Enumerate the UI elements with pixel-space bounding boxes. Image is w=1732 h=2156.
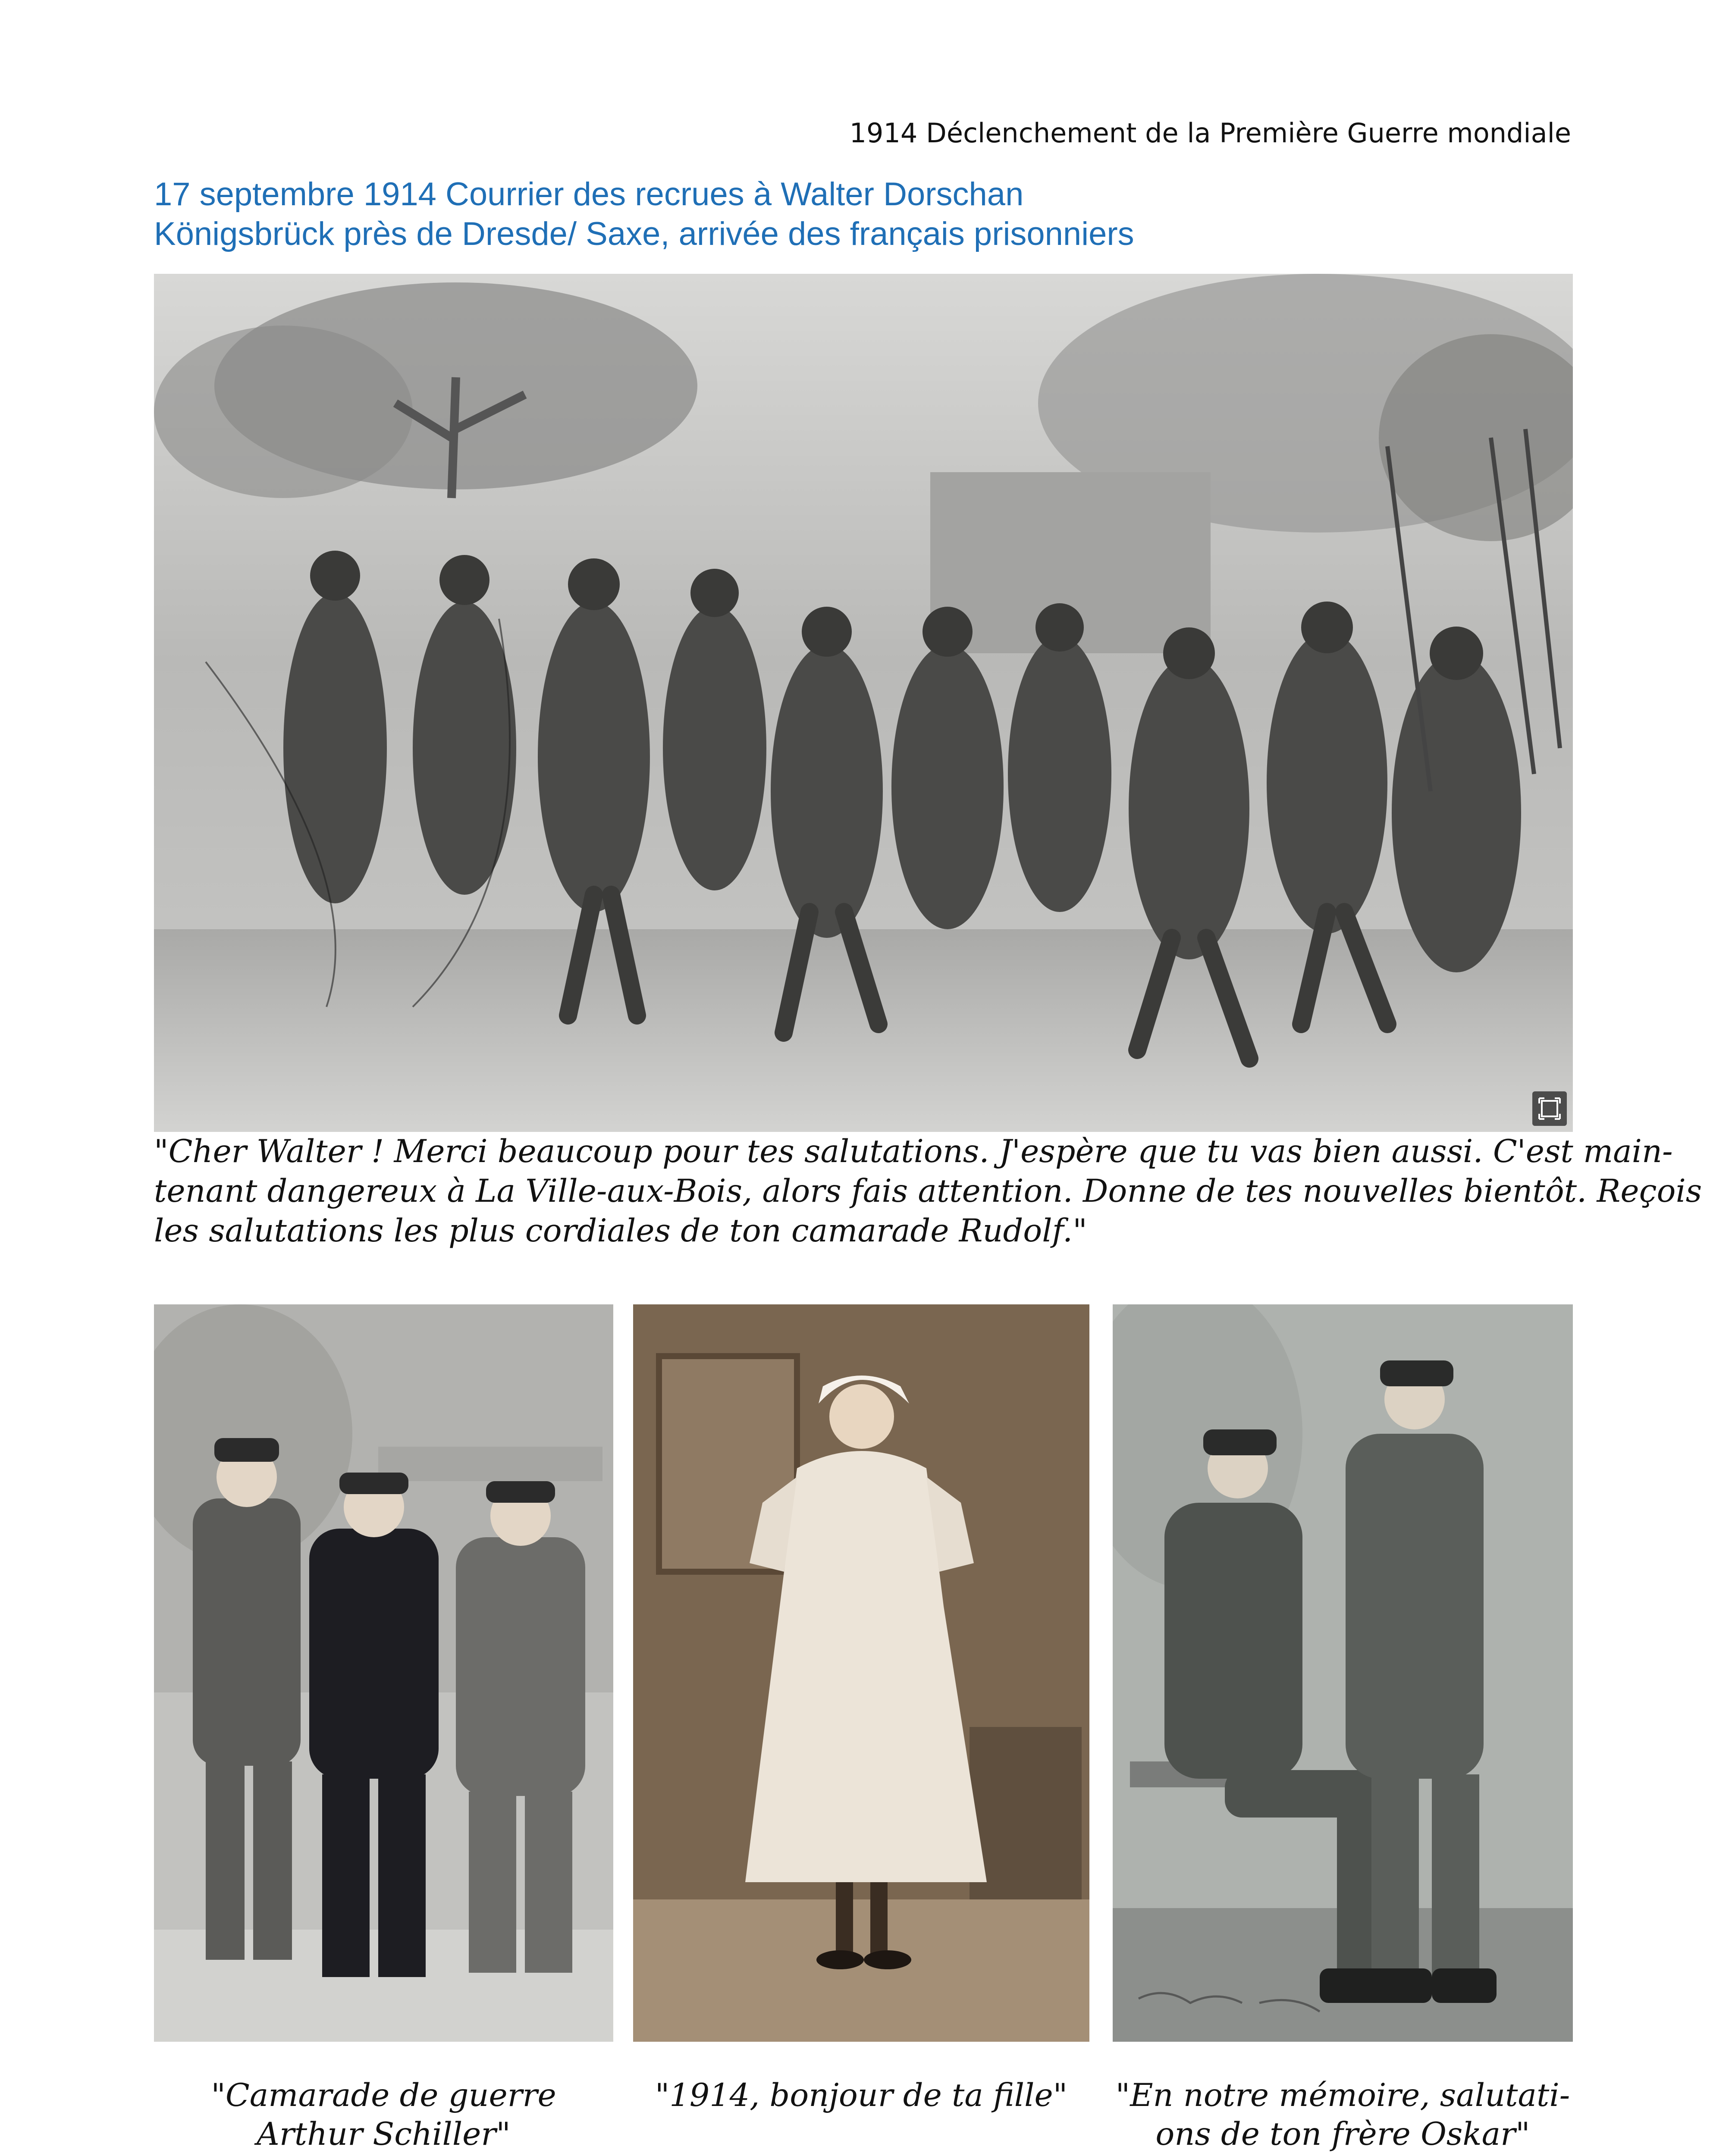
caption-brothers	[1113, 2076, 1573, 2154]
quote-line-3: les salutations les plus cordiales de ton camarade Rudolf."	[154, 1213, 1087, 1249]
expand-button[interactable]	[1532, 1091, 1567, 1126]
brothers-photo	[1113, 1304, 1573, 2042]
caption-comrades-line-1: "Camarade de guerre	[211, 2077, 556, 2114]
caption-brothers-line-1: "En notre mémoire, salutati-	[1115, 2077, 1570, 2114]
title-line-2: Königsbrück près de Dresde/ Saxe, arrivée des français prisonniers	[154, 216, 1134, 252]
expand-icon	[1532, 1091, 1567, 1126]
caption-comrades	[154, 2076, 613, 2154]
quote-line-2: tenant dangereux à La Ville-aux-Bois, alors fais attention. Donne de tes nouvelles bientôt. Reçois	[154, 1173, 1702, 1210]
running-header: 1914 Déclenchement de la Première Guerre mondiale	[849, 117, 1571, 149]
daughter-photo	[633, 1304, 1089, 2042]
caption-brothers-line-2: ons de ton frère Oskar"	[1155, 2116, 1530, 2153]
caption-daughter-line-1: "1914, bonjour de ta fille"	[655, 2077, 1068, 2114]
quote-line-1: "Cher Walter ! Merci beaucoup pour tes salutations. J'espère que tu vas bien aussi. C'est main-	[154, 1133, 1673, 1170]
letter-quote	[154, 1132, 1702, 1251]
title-line-1: 17 septembre 1914 Courrier des recrues à Walter Dorschan	[154, 176, 1024, 213]
caption-daughter	[633, 2076, 1089, 2115]
comrades-photo	[154, 1304, 613, 2042]
main-photo	[154, 274, 1573, 1132]
page-title	[154, 175, 1134, 254]
caption-comrades-line-2: Arthur Schiller"	[257, 2116, 511, 2153]
